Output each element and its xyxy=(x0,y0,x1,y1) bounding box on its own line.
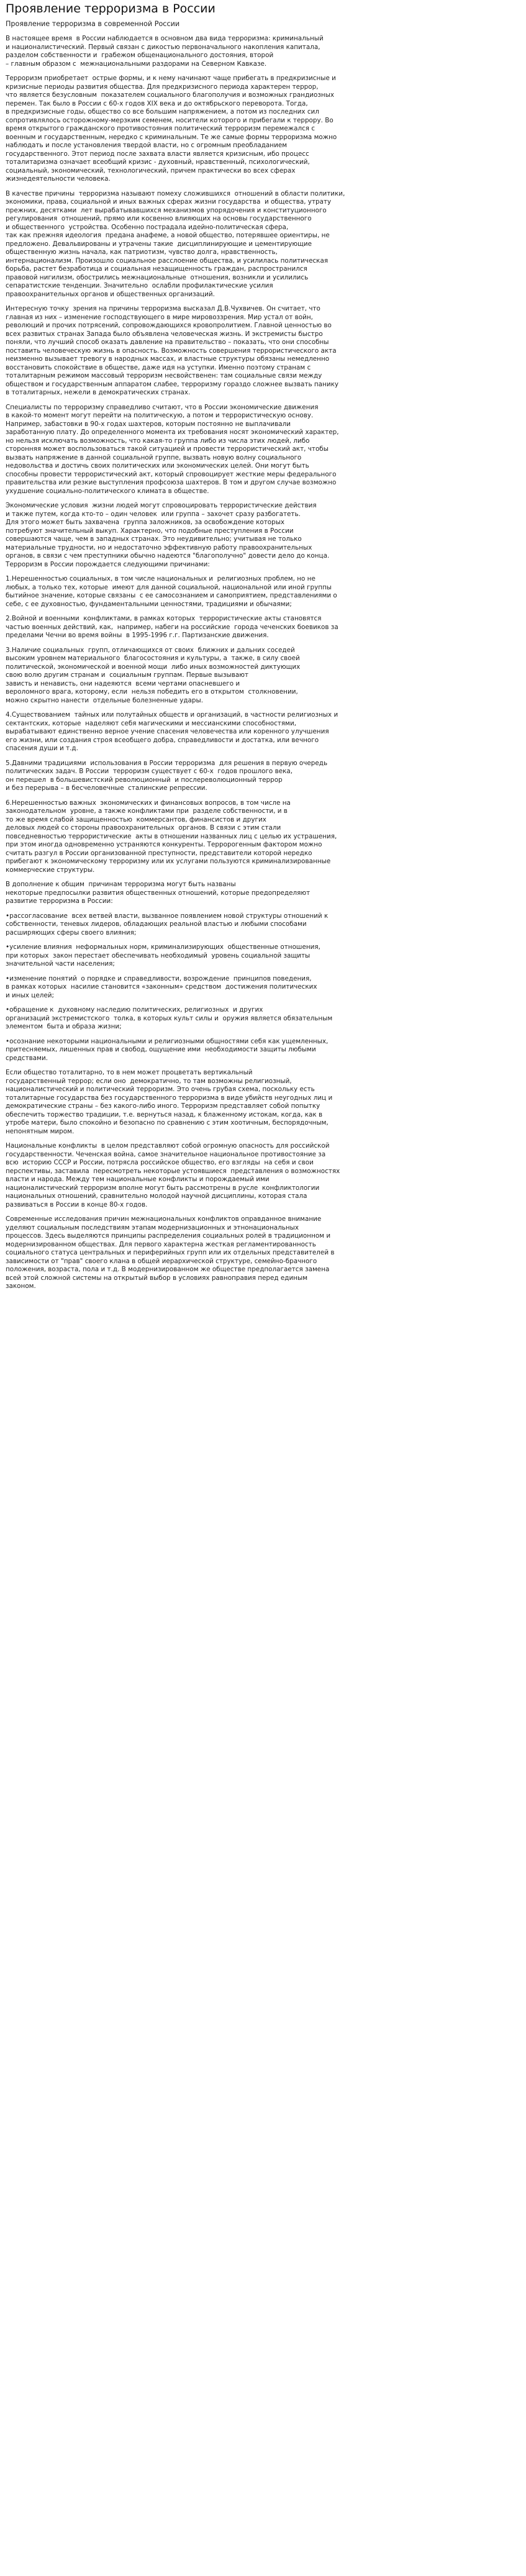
paragraph-line: интернационализм. Произошло социальное расслоение общества, и усилилась политическая xyxy=(6,256,329,265)
paragraph-line: в предкризисные годы, общество со все большим напряжением, а потом из последних сил xyxy=(6,108,319,116)
paragraph-line: регулирования отношений, прямо или косвенно влияющих на основы государственного xyxy=(6,215,312,222)
paragraph-line: организаций экстремистского толка, в которых культ силы и оружия является обязательным xyxy=(6,1014,333,1022)
paragraph xyxy=(6,404,520,496)
paragraph-line: законодательном уровне, а также конфликтами при разделе собственности, и в xyxy=(6,807,288,815)
paragraph-line: Национальные конфликты в целом представляют собой огромную опасность для российской xyxy=(6,1142,330,1150)
paragraph-line: •изменение понятий о порядке и справедливости, возрождение принципов поведения, xyxy=(6,974,312,982)
paragraph-line: тоталитарным режимом массовый терроризм несвойственен: там социальные связи между xyxy=(6,372,322,379)
paragraph xyxy=(6,305,520,397)
paragraph-line: •обращение к духовному наследию политических, религиозных и других xyxy=(6,1006,263,1014)
paragraph-line: вырабатывают единственно верное учение спасения человечества или коренного улучшения xyxy=(6,728,329,735)
paragraph-line: что является безусловным показателем социального благополучия и возможных грандиозных xyxy=(6,91,335,99)
paragraph-line: политической, экономической и военной мощи либо иных возможностей диктующих xyxy=(6,663,301,671)
paragraph xyxy=(6,799,520,875)
paragraph-line: 2.Войной и военными конфликтами, в рамках которых террористические акты становятся xyxy=(6,615,322,622)
paragraph-line: социального статуса центральных и периферийных групп или их отдельных представителей в xyxy=(6,1249,335,1256)
paragraph-line: коммерческие структуры. xyxy=(6,866,95,874)
paragraph-line: власти и народа. Между тем национальные конфликты и порождаемый ими xyxy=(6,1176,270,1183)
paragraph-line: Современные исследования причин межнациональных конфликтов оправданное внимание xyxy=(6,1215,322,1223)
paragraph-line: потребуют значительный выкуп. Характерно, что подобные преступления в России xyxy=(6,527,294,535)
paragraph-line: революций и прочих потрясений, сопровождающихся кровопролитием. Главной ценностью во xyxy=(6,322,332,329)
paragraph-line: прежних, десятками лет вырабатывавшихся механизмов упорядочения и конституционного xyxy=(6,206,327,214)
paragraph-line: В дополнение к общим причинам терроризма могут быть названы xyxy=(6,881,236,888)
paragraph-line: правовой нигилизм, обострились межнациональные отношения, возникли и усилились xyxy=(6,273,309,281)
paragraph xyxy=(6,1038,520,1063)
paragraph-line: главная из них – изменение господствующего в мире мировоззрения. Мир устал от войн, xyxy=(6,313,313,321)
paragraph-line: при которых закон перестает обеспечивать необходимый уровень социальной защиты xyxy=(6,951,311,959)
paragraph-line: демократические страны – без какого-либо иного. Терроризм представляет собой попытку xyxy=(6,1102,320,1110)
paragraph-line: экономики, права, социальной и иных важных сферах жизни государства и общества, утрату xyxy=(6,198,332,206)
paragraph-line: – главным образом с межнациональными раздорами на Северном Кавказе. xyxy=(6,60,267,68)
paragraph-line: и общественного устройства. Особенно пострадала идейно-политическая сфера, xyxy=(6,223,289,231)
paragraph-line: прибегают к экономическому терроризму или их услугами пользуются криминализированные xyxy=(6,858,331,865)
paragraph-line: то же время слабой защищенностью коммерсантов, финансистов и других xyxy=(6,815,266,823)
paragraph-line: военным и государственным, нередко с криминальным. Те же самые формы терроризма можно xyxy=(6,133,337,141)
paragraph-line: сепаратистские тенденции. Значительно ослабли профилактические усилия xyxy=(6,282,273,289)
paragraph-line: в тоталитарных, нежели в демократических странах. xyxy=(6,389,191,396)
paragraph-line: общественную жизнь начала, как патриотизм, чувство долга, нравственность, xyxy=(6,248,278,256)
paragraph-line: 3.Наличие социальных групп, отличающихся от своих ближних и дальних соседей xyxy=(6,646,295,654)
paragraph-line: вероломного врага, которому, если нельзя победить его в открытом столкновении, xyxy=(6,688,298,696)
paragraph-line: Если общество тоталитарно, то в нем может процветать вертикальный xyxy=(6,1069,253,1076)
paragraph-line: 1.Нерешенностью социальных, в том числе национальных и религиозных проблем, но не xyxy=(6,575,315,583)
paragraph-line: •осознание некоторыми национальными и религиозными общностями себя как ущемленных, xyxy=(6,1037,329,1045)
paragraph-line: сопротивлялось осторожному-мерзким семенем, носители которого и прибегали к террору. Во xyxy=(6,116,333,124)
paragraph-line: В качестве причины терроризма называют помеху сложившихся отношений в области политики, xyxy=(6,189,345,197)
paragraph-line: заработанную плату. До определенного момента их требования носят экономический характер, xyxy=(6,429,339,436)
paragraph-line: и иных целей; xyxy=(6,991,55,999)
paragraph xyxy=(6,1215,520,1291)
paragraph-line: так как прежняя идеология предана анафеме, а новой общество, потерявшее ориентиры, не xyxy=(6,232,330,239)
paragraph-line: свою волю другим странам и социальным группам. Первые вызывают xyxy=(6,671,249,679)
paragraph-line: Экономические условия жизни людей могут спровоцировать террористические действия xyxy=(6,502,317,509)
paragraph xyxy=(6,575,520,609)
paragraph-line: модернизированном обществах. Для первого характерна жесткая регламентированность xyxy=(6,1240,316,1248)
paragraph-line: националистический и политический терроризм. Это очень грубая схема, поскольку есть xyxy=(6,1086,315,1093)
paragraph xyxy=(6,502,520,569)
paragraph xyxy=(6,615,520,640)
paragraph-line: собственности, теневых лидеров, обладающих реальной властью и любыми способами xyxy=(6,920,307,928)
paragraph-line: себе, с ее духовностью, фундаментальными ценностями, традициями и обычаями; xyxy=(6,600,292,608)
paragraph-line: государственности. Чеченская война, самое значительное национальное противостояние за xyxy=(6,1150,326,1158)
paragraph-line: и без перерыва – в бесчеловечные сталинские репрессии. xyxy=(6,784,207,792)
paragraph-line: поняли, что лучший способ оказать давление на правительство – показать, что они способны xyxy=(6,338,329,346)
article-body xyxy=(6,35,520,1291)
paragraph-line: правительства или резкие выступления профсоюза шахтеров. В том и другом случае возможно xyxy=(6,479,337,486)
paragraph-line: бытийное значение, которые связаны с ее самосознанием и самоприятием, представлениями о xyxy=(6,592,337,599)
paragraph-line: органов, в связи с чем преступники обычно надеются "благополучно" довести дело до конца. xyxy=(6,552,330,560)
paragraph-line: всех развитых странах Запада было объявлена человеческая жизнь. И экстремисты быстро xyxy=(6,330,323,338)
paragraph-line: и националистический. Первый связан с дикостью первоначального накопления капитала, xyxy=(6,43,320,51)
paragraph-line: элементом быта и образа жизни; xyxy=(6,1023,122,1030)
paragraph xyxy=(6,190,520,299)
paragraph-line: восстановить спокойствие в обществе, даже идя на уступки. Именно поэтому странам с xyxy=(6,363,311,371)
paragraph-line: националистический терроризм вполне могут быть рассмотрены в русле конфликтологии xyxy=(6,1184,320,1192)
paragraph-line: политических задач. В России терроризм существует с 60-х годов прошлого века, xyxy=(6,768,293,775)
paragraph-line: всей этой сложной системы на открытый выбор в условиях равноправия перед единым xyxy=(6,1274,308,1282)
paragraph-line: обеспечить торжество традиции, т.е. вернуться назад, к блаженному истокам, когда, как в xyxy=(6,1110,323,1118)
paragraph-line: любых, а только тех, которые имеют для данной социальной, национальной или иной группы xyxy=(6,583,332,591)
paragraph-line: Например, забастовки в 90-х годах шахтеров, которым постоянно не выплачивали xyxy=(6,420,291,428)
page-title: Проявление терроризма в России xyxy=(6,2,215,16)
paragraph-line: способны провести террористический акт, который спровоцирует жесткие меры федерального xyxy=(6,470,337,478)
paragraph-line: Терроризм в России порождается следующими причинами: xyxy=(6,560,210,568)
paragraph-line: 5.Давними традициями использования в России терроризма для решения в первую очередь xyxy=(6,759,328,767)
paragraph-line: 6.Нерешенностью важных экономических и финансовых вопросов, в том числе на xyxy=(6,799,291,807)
paragraph-line: время открытого гражданского противостояния политический терроризм перемежался с xyxy=(6,125,315,132)
paragraph-line: утробе матери, было спокойно и безопасно по сравнению с этим хоотичным, беспорядочным, xyxy=(6,1119,329,1127)
paragraph-line: зависимости от "прав" своего клана в общей иерархической структуре, семейно-брачного xyxy=(6,1257,317,1265)
paragraph-line: и также путем, когда кто-то – один человек или группа – захочет сразу разбогатеть. xyxy=(6,510,301,518)
paragraph xyxy=(6,760,520,793)
paragraph-line: жизнедеятельности человека. xyxy=(6,175,111,183)
paragraph-line: перемен. Так было в России с 60-х годов XIX века и до октябрьского переворота. Тогда, xyxy=(6,99,308,107)
paragraph xyxy=(6,1142,520,1209)
paragraph-line: государственного. Этот период после захвата власти является кризисным, ибо процесс xyxy=(6,150,309,158)
paragraph-line: вызвать напряжение в данной социальной группе, вызвать новую волну социального xyxy=(6,453,302,461)
paragraph xyxy=(6,1069,520,1136)
paragraph-line: уделяют социальным последствиям этапам модернизационных и этнонациональных xyxy=(6,1223,299,1231)
paragraph-line: пределами Чечни во время войны в 1995-1996 г.г. Партизанские движения. xyxy=(6,632,269,639)
paragraph-line: считать разгул в России организованной преступности, представители которой нередко xyxy=(6,849,312,857)
paragraph-line: Интересную точку зрения на причины терроризма высказал Д.В.Чухвичев. Он считает, что xyxy=(6,305,320,312)
paragraph xyxy=(6,1006,520,1032)
paragraph-line: Специалисты по терроризму справедливо считают, что в России экономические движения xyxy=(6,403,319,411)
paragraph-line: спасения души и т.д. xyxy=(6,745,78,752)
paragraph-line: кризисные периоды развития общества. Для предкризисного периода характерен террор, xyxy=(6,83,319,91)
paragraph-line: В настоящее время в России наблюдается в основном два вида терроризма: криминальный xyxy=(6,35,324,42)
paragraph-line: высоким уровнем материального благосостояния и культуры, а также, в силу своей xyxy=(6,655,300,662)
paragraph-line: можно скрытно нанести отдельные болезненные удары. xyxy=(6,696,204,704)
paragraph-line: разделом собственности и грабежом общенационального достояния, второй xyxy=(6,52,274,59)
paragraph-line: поставить человеческую жизнь в опасность. Возможность совершения террористического акта xyxy=(6,347,337,355)
paragraph-line: расширяющих сферы своего влияния; xyxy=(6,928,137,937)
paragraph-line: борьба, растет безработица и социальная незащищенность граждан, распространился xyxy=(6,265,307,273)
paragraph-line: социальный, экономический, технологический, причем практически во всех сферах xyxy=(6,166,296,175)
paragraph-line: недовольства и достичь своих политических или экономических целей. Они могут быть xyxy=(6,462,309,469)
paragraph-line: национальных отношений, сравнительно молодой научной дисциплины, которая стала xyxy=(6,1192,307,1200)
paragraph-line: притесняемых, лишенных прав и свобод, ощущение ими необходимости защиты любыми xyxy=(6,1046,316,1053)
paragraph-line: его жизни, или создания строя всеобщего добра, справедливости и достатка, или вечного xyxy=(6,736,319,744)
paragraph-line: деловых людей со стороны правоохранительных органов. В связи с этим стали xyxy=(6,824,281,832)
paragraph-line: предложено. Девальвированы и утрачены такие дисциплинирующие и цементирующие xyxy=(6,240,312,248)
paragraph-line: наблюдать и после установления твердой власти, но с огромным преобладанием xyxy=(6,142,288,149)
paragraph-line: развитие терроризма в России: xyxy=(6,897,113,905)
paragraph-line: •усиление влияния неформальных норм, криминализирующих общественные отношения, xyxy=(6,943,320,951)
paragraph-line: но нельзя исключать возможность, что какая-то группа либо из числа этих людей, либо xyxy=(6,437,310,445)
paragraph-line: некоторые предпосылки развития общественных отношений, которые предопределяют xyxy=(6,889,311,897)
paragraph-line: обществом и государственным аппаратом слабее, терроризму гораздо сложнее вызвать панику xyxy=(6,380,339,388)
paragraph-line: ухудшение социально-политического климата в обществе. xyxy=(6,487,209,495)
paragraph-line: Для этого может быть захвачена группа заложников, за освобождение которых xyxy=(6,519,285,526)
paragraph-line: в какой-то момент могут перейти на политическую, а потом и террористическую основу. xyxy=(6,412,314,419)
paragraph-line: Терроризм приобретает острые формы, и к нему начинают чаще прибегать в предкризисные и xyxy=(6,75,336,82)
paragraph-line: непонятным миром. xyxy=(6,1127,75,1135)
paragraph-line: тоталитаризма означает всеобщий кризис - духовный, нравственный, психологический, xyxy=(6,158,310,166)
paragraph-line: всю историю СССР и России, потрясла российское общество, его взгляды на себя и свои xyxy=(6,1159,314,1166)
paragraph-line: частью военных действий, как, например, набеги на российские города чеченских боевиков за xyxy=(6,623,338,631)
paragraph-line: процессов. Здесь выделяются принципы распределения социальных ролей в традиционном и xyxy=(6,1232,331,1240)
paragraph xyxy=(6,975,520,1000)
paragraph-line: он перешел в большевистский революционный и послереволюционный террор xyxy=(6,776,283,784)
paragraph xyxy=(6,646,520,705)
paragraph-line: совершаются чаще, чем в западных странах. Это неудивительно; учитывая не только xyxy=(6,535,302,543)
paragraph-line: правоохранительных органов и общественных организаций. xyxy=(6,290,215,298)
paragraph-line: в рамках которых насилие становится «законным» средством достижения политических xyxy=(6,983,317,991)
paragraph-line: тоталитарные государства без государственного терроризма в виде убийств неугодных лиц и xyxy=(6,1094,333,1102)
paragraph-line: государственный террор; если оно демократично, то там возможны религиозный, xyxy=(6,1077,292,1085)
paragraph-line: материальные трудности, но и недостаточно эффективную работу правоохранительных xyxy=(6,543,312,551)
paragraph-line: сторонняя может воспользоваться такой ситуацией и провести террористический акт, чтобы xyxy=(6,445,329,453)
paragraph-line: перспективы, заставила пересмотреть некоторые устоявшиеся представления о возможностях xyxy=(6,1167,340,1175)
paragraph-line: повседневностью террористические акты в отношении названных лиц с целью их устрашения, xyxy=(6,832,337,840)
paragraph-line: положения, возраста, пола и т.д. В модернизированном же обществе предполагается замена xyxy=(6,1266,330,1273)
paragraph-line: сектантских, которые наделяют себя магическими и мессианскими способностями, xyxy=(6,719,297,727)
article-subtitle: Проявление терроризма в современной России xyxy=(6,20,180,28)
paragraph xyxy=(6,711,520,753)
paragraph xyxy=(6,35,520,68)
paragraph xyxy=(6,881,520,906)
paragraph xyxy=(6,912,520,938)
paragraph-line: зависть и ненависть, они надеяются всеми чертами опасневшего и xyxy=(6,679,240,687)
paragraph xyxy=(6,943,520,969)
paragraph-line: •рассогласование всех ветвей власти, вызванное появлением новой структуры отношений к xyxy=(6,912,329,920)
paragraph-line: развиваться в России в конце 80-х годов. xyxy=(6,1200,148,1209)
paragraph-line: 4.Существованием тайных или полутайных обществ и организаций, в частности религиозных и xyxy=(6,711,338,719)
paragraph xyxy=(6,75,520,184)
paragraph-line: средствами. xyxy=(6,1054,48,1062)
paragraph-line: значительной части населения; xyxy=(6,960,115,968)
paragraph-line: при этом иногда одновременно устраняются конкуренты. Терророгенным фактором можно xyxy=(6,841,322,848)
paragraph-line: законом. xyxy=(6,1282,36,1290)
paragraph-line: неизменно вызывает тревогу в народных массах, и властные структуры обязаны немедленно xyxy=(6,355,330,363)
